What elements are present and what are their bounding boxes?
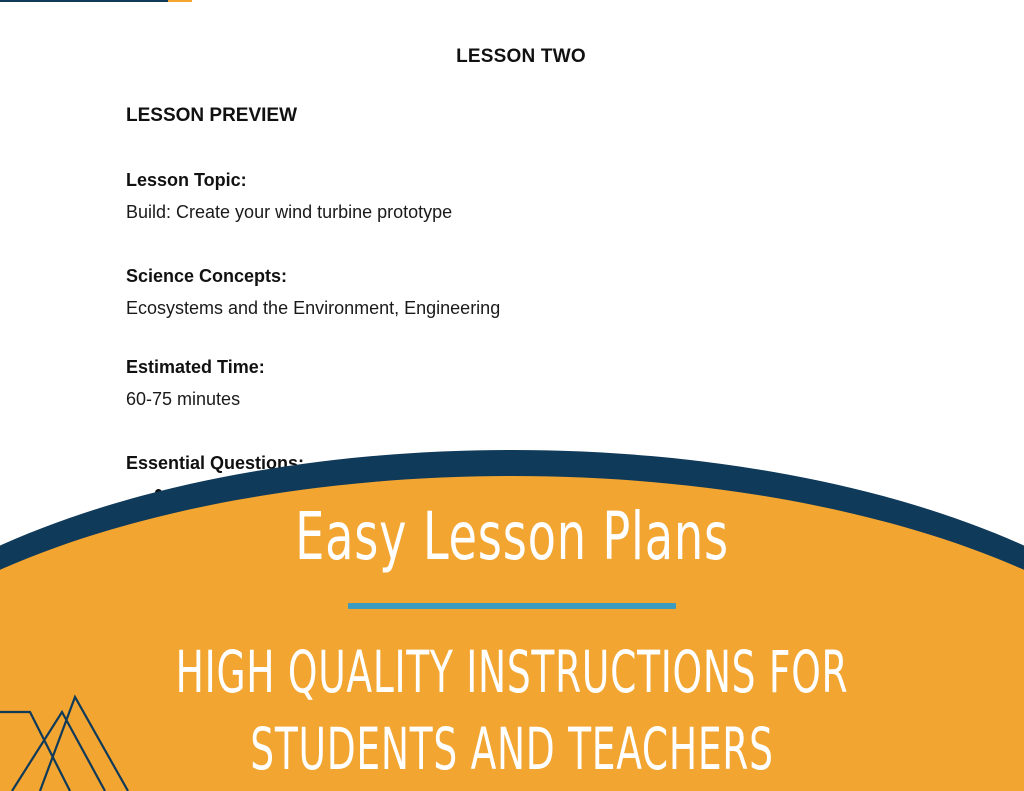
lesson-topic-label: Lesson Topic: <box>126 170 247 190</box>
essential-questions-label: Essential Questions: <box>126 453 305 473</box>
banner-subtitle-line2: STUDENTS AND TEACHERS <box>250 715 774 783</box>
banner-divider <box>348 603 676 609</box>
lesson-preview-heading: LESSON PREVIEW <box>126 105 298 126</box>
banner-title: Easy Lesson Plans <box>295 498 729 575</box>
banner-subtitle-line1: HIGH QUALITY INSTRUCTIONS FOR <box>175 638 849 706</box>
lesson-title: LESSON TWO <box>456 46 586 67</box>
estimated-time-label: Estimated Time: <box>126 357 265 377</box>
science-concepts-label: Science Concepts: <box>126 266 288 286</box>
science-concepts-value: Ecosystems and the Environment, Engineering <box>126 298 501 318</box>
estimated-time-value: 60-75 minutes <box>126 389 241 409</box>
lesson-topic-value: Build: Create your wind turbine prototype <box>126 202 453 222</box>
